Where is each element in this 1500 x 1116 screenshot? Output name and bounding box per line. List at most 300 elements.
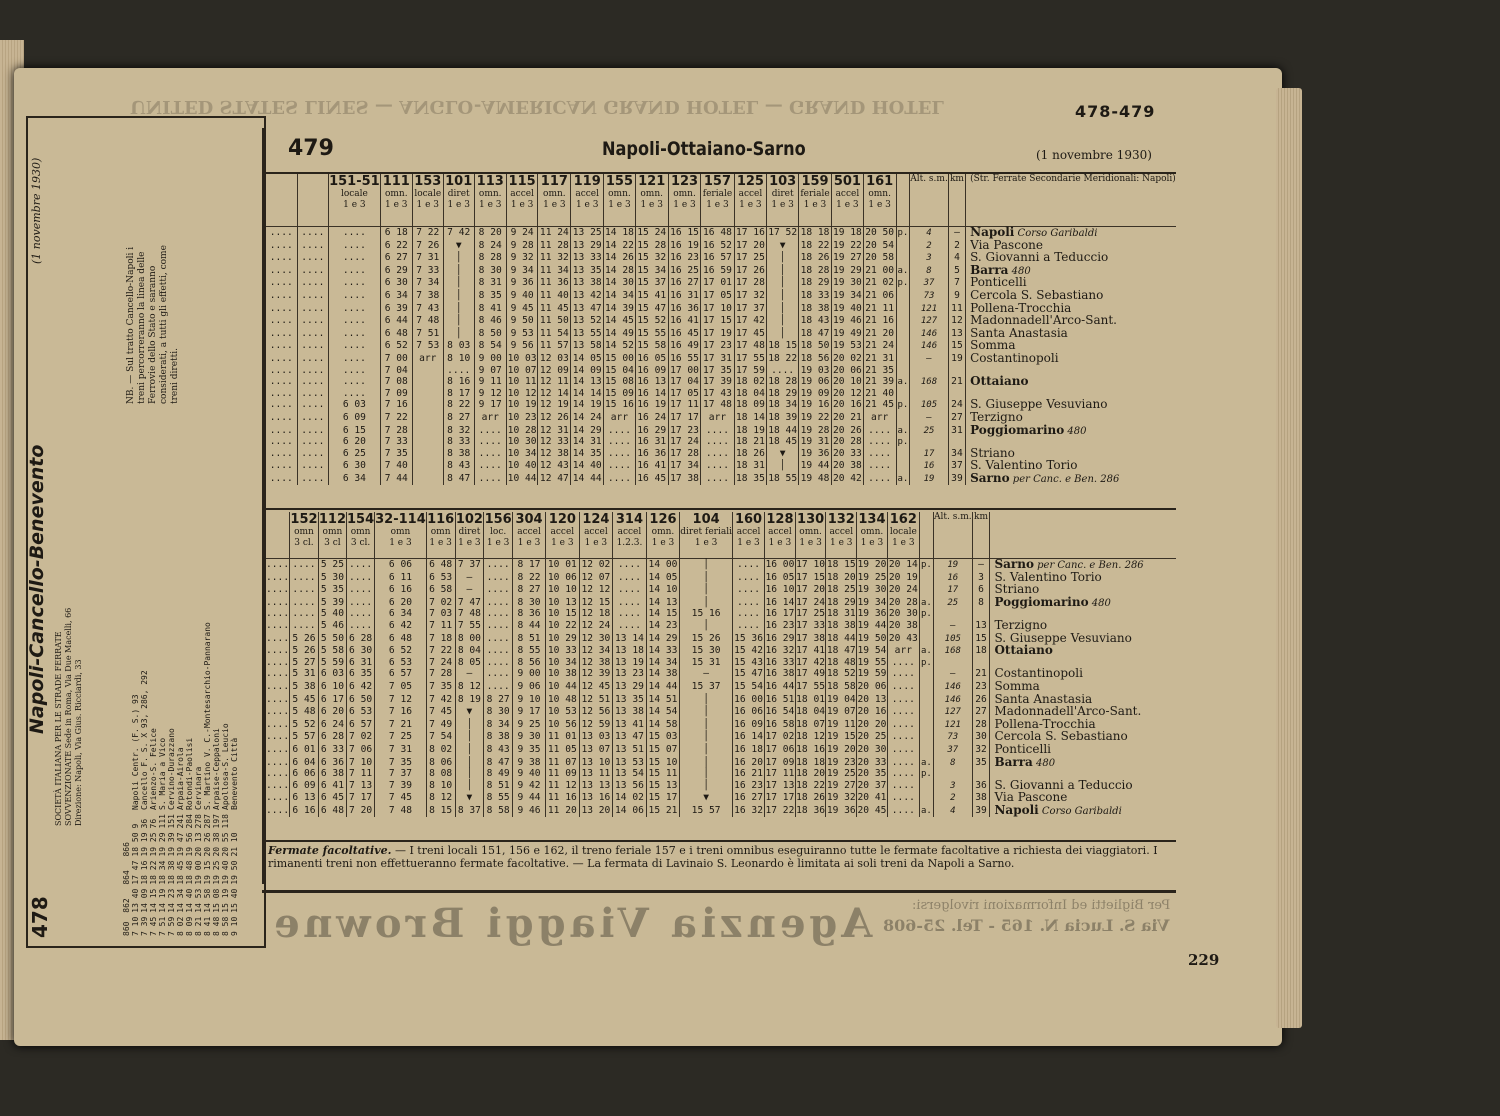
train-number: 162 (889, 512, 917, 527)
time-cell: 6 52 (375, 645, 427, 658)
time-cell (412, 425, 443, 438)
time-cell: 18 18 (796, 756, 826, 768)
altitude-cell: 146 (910, 328, 949, 341)
time-cell: 19 09 (799, 389, 832, 400)
time-cell: 6 16 (375, 584, 427, 597)
altitude-cell: 25 (910, 425, 949, 438)
time-cell: 19 53 (832, 340, 862, 352)
train-number: 151-51 (329, 174, 380, 189)
time-cell: 5 50 (318, 633, 346, 646)
train-number: 304 (515, 512, 543, 527)
time-cell: 17 19 (701, 328, 734, 341)
time-cell: 7 16 (375, 706, 427, 719)
train-header-cell (635, 174, 668, 227)
train-category: omn. (868, 189, 891, 199)
time-cell: 13 11 (579, 769, 613, 780)
distance-cell (948, 366, 965, 377)
time-cell: .... (266, 315, 297, 328)
side-time-cell: 8 09 (185, 916, 194, 936)
side-time-cell: 14 15 (149, 888, 158, 913)
time-cell: 19 49 (832, 327, 862, 339)
side-alt-cell: 241 (176, 814, 185, 829)
side-time-cell: 8 41 (203, 916, 212, 936)
time-cell: 18 26 (799, 252, 832, 265)
time-cell: .... (484, 658, 513, 669)
time-cell: 8 15 (426, 805, 455, 818)
station-cell (966, 470, 1176, 486)
time-cell: 17 05 (701, 290, 734, 303)
arr-dep-flag: a. (897, 473, 909, 484)
time-cell: 10 19 (507, 399, 537, 411)
time-cell: 18 38 (799, 303, 832, 316)
optional-stops-note (268, 844, 1172, 870)
time-cell: 8 35 (474, 290, 506, 303)
altitude-cell: — (910, 412, 949, 425)
time-cell: 5 27 (290, 658, 319, 669)
side-time-cell: 19 50 (230, 860, 239, 885)
time-cell: 5 30 (318, 572, 346, 585)
time-cell: arr (412, 353, 443, 366)
time-cell: 7 53 (412, 340, 443, 353)
table-row (266, 328, 1176, 341)
time-cell: 19 36 (857, 608, 887, 620)
time-cell: 15 31 (680, 658, 733, 669)
notes-text: — I treni locali 151, 156 e 162, il treno feriale 157 e i treni omnibus eseguiranno tutte le fermate facoltative a richiesta dei viaggiatori. I rimanenti treni non effettueranno fermate facoltative. — La fermata di Lavinaio S. Leonardo è limitata ai soli treni da Napoli a Sarno. (268, 844, 1158, 870)
train-number: 102 (455, 512, 483, 527)
time-cell: arr (863, 412, 896, 425)
time-cell: 17 01 (701, 277, 734, 290)
train-number: 104 (692, 512, 720, 527)
time-cell: 6 57 (347, 719, 375, 732)
time-cell: 19 34 (832, 289, 862, 301)
time-cell: 16 32 (734, 804, 763, 816)
time-cell: 16 29 (637, 424, 667, 436)
time-cell: 13 56 (613, 780, 647, 793)
time-cell: 7 16 (380, 399, 412, 412)
time-cell: — (680, 668, 733, 681)
time-cell: .... (887, 769, 919, 780)
time-cell: 14 28 (605, 264, 634, 276)
train-header-cell (579, 512, 613, 559)
train-class: 1 e 3 (486, 537, 510, 548)
side-train-number: 860 (122, 921, 131, 936)
train-class: 1 e 3 (416, 199, 440, 210)
time-cell: .... (329, 227, 381, 240)
distance-cell: 28 (972, 719, 990, 732)
time-cell: 13 55 (572, 327, 602, 339)
time-cell: 8 28 (474, 252, 506, 265)
time-cell: 18 22 (768, 352, 798, 364)
time-cell: .... (887, 792, 919, 805)
time-cell: 19 46 (832, 315, 862, 327)
side-time-cell: 18 22 (149, 860, 158, 885)
time-cell: 20 12 (832, 387, 862, 399)
time-cell: 15 04 (605, 364, 634, 376)
time-cell: 18 38 (826, 619, 856, 631)
side-time-cell: 19 40 (221, 860, 230, 885)
time-cell: 16 41 (670, 315, 699, 327)
train-number: 124 (582, 512, 610, 527)
time-cell: 7 48 (455, 609, 484, 620)
station-name: Ponticelli (994, 741, 1051, 756)
time-cell: 16 00 (734, 693, 763, 705)
time-cell: 17 28 (670, 447, 699, 459)
distance-cell: 12 (948, 315, 965, 328)
time-cell: 17 24 (796, 596, 826, 608)
station-name: S. Giovanni a Teduccio (994, 777, 1133, 792)
time-cell: .... (887, 805, 919, 818)
time-cell: 6 28 (318, 731, 346, 744)
train-header-cell (765, 512, 796, 559)
time-cell: 5 26 (290, 645, 319, 658)
time-cell: .... (484, 668, 513, 681)
time-cell: │ (767, 277, 799, 290)
train-header-cell (538, 174, 571, 227)
distance-cell: — (948, 227, 965, 240)
time-cell: .... (266, 668, 290, 680)
time-cell: 8 47 (443, 473, 474, 486)
time-cell: .... (266, 584, 290, 596)
table-row (266, 473, 1176, 486)
time-cell: 17 59 (735, 364, 765, 376)
train-header-cell (443, 174, 474, 227)
time-cell: 15 47 (637, 302, 667, 314)
time-cell: 10 28 (507, 424, 537, 436)
distance-cell: 31 (948, 425, 965, 438)
flag-header (919, 512, 933, 559)
station-name: Somma (970, 338, 1016, 353)
time-cell: 9 45 (506, 303, 538, 316)
time-cell: 13 35 (613, 694, 647, 707)
time-cell: .... (484, 645, 513, 658)
time-cell: .... (266, 303, 297, 316)
time-cell: .... (474, 425, 506, 438)
time-cell: 7 26 (412, 240, 443, 253)
side-row (131, 620, 140, 938)
time-cell: 7 42 (426, 694, 455, 707)
time-cell: 12 14 (539, 387, 569, 399)
time-cell: 8 55 (513, 645, 546, 658)
time-cell: 17 31 (701, 353, 734, 366)
time-cell: 18 52 (826, 668, 856, 680)
train-number: 152 (290, 512, 318, 527)
time-cell: 7 11 (426, 620, 455, 633)
time-cell: 16 58 (765, 718, 795, 730)
time-cell: .... (484, 681, 513, 694)
altitude-cell: 73 (934, 731, 973, 744)
time-cell: 20 54 (865, 239, 895, 251)
time-cell: 7 20 (347, 805, 375, 818)
side-station-header (122, 620, 131, 812)
time-cell: 5 40 (318, 609, 346, 620)
time-cell: 13 19 (613, 658, 647, 669)
time-cell: 18 19 (735, 424, 765, 436)
time-cell: 11 09 (546, 769, 580, 780)
time-cell: 18 07 (796, 718, 826, 730)
time-cell: 13 14 (613, 633, 647, 646)
side-time-cell: 21 10 (230, 832, 239, 857)
time-cell: 17 02 (765, 731, 795, 743)
time-cell: 16 49 (670, 340, 699, 352)
distance-cell: 34 (948, 448, 965, 461)
time-cell: 6 06 (290, 769, 319, 780)
side-table-title: Napoli-Cancello-Benevento (26, 444, 48, 734)
station-name: Napoli (994, 802, 1039, 817)
time-cell: .... (732, 620, 764, 633)
side-time-cell: 14 19 (158, 888, 167, 913)
time-cell: 8 30 (474, 265, 506, 278)
time-cell: 8 33 (443, 437, 474, 448)
time-cell: .... (266, 473, 297, 486)
side-header-row (122, 620, 131, 938)
arr-dep-flag (919, 706, 933, 719)
time-cell: 14 31 (572, 436, 602, 448)
train-header-cell (329, 174, 381, 227)
time-cell: 12 47 (539, 472, 569, 484)
time-cell: │ (680, 731, 733, 744)
time-cell: 5 35 (318, 584, 346, 597)
side-time-cell: 7 59 (167, 916, 176, 936)
time-cell: 20 06 (857, 680, 887, 692)
time-cell: .... (297, 425, 329, 438)
time-cell: 11 16 (546, 792, 580, 805)
time-cell: .... (266, 768, 290, 780)
side-time-cell: 14 40 (185, 888, 194, 913)
time-cell: 10 53 (546, 706, 580, 719)
time-cell: 5 52 (290, 719, 319, 732)
table-row (266, 376, 1176, 389)
time-cell: 9 42 (513, 780, 546, 793)
time-cell: │ (443, 328, 474, 341)
distance-cell: 35 (972, 757, 990, 770)
time-cell: 9 44 (513, 792, 546, 805)
train-class: 1 e 3 (575, 199, 599, 210)
time-cell: 6 58 (426, 584, 455, 597)
time-cell: 18 29 (768, 387, 798, 399)
time-cell: 17 24 (670, 436, 699, 448)
time-cell: 8 22 (513, 572, 546, 585)
time-cell: 18 12 (796, 731, 826, 743)
time-cell: 6 29 (380, 265, 412, 278)
arr-dep-flag (896, 389, 910, 400)
altitude-cell: 4 (934, 805, 973, 818)
side-schedule-table (122, 620, 239, 938)
time-cell: │ (443, 265, 474, 278)
time-cell: 7 35 (380, 448, 412, 461)
train-number: 121 (638, 174, 666, 189)
ad-headline: Agenzia Viaggi Browne (270, 900, 873, 947)
distance-cell: 26 (972, 694, 990, 707)
train-category: diret (458, 527, 481, 537)
arr-dep-flag (896, 448, 910, 461)
time-cell: .... (297, 227, 329, 240)
train-number: 101 (445, 174, 473, 189)
time-cell: 16 17 (765, 608, 795, 620)
train-number: 123 (670, 174, 699, 189)
station-suffix: 480 (1064, 425, 1087, 437)
time-cell: │ (767, 328, 799, 341)
train-category: omn. (543, 189, 566, 199)
station-name: Madonnadell'Arco-Sant. (994, 704, 1142, 719)
time-cell: 19 27 (826, 779, 856, 791)
time-cell: │ (680, 706, 733, 719)
train-class: 1 e 3 (739, 199, 762, 210)
time-cell: 19 03 (799, 366, 832, 377)
time-cell: .... (484, 620, 513, 633)
time-cell: 14 35 (572, 447, 602, 459)
distance-cell: 39 (948, 473, 965, 486)
time-cell: 6 04 (290, 757, 319, 770)
time-cell: 17 55 (796, 680, 826, 692)
time-cell: 20 02 (832, 352, 862, 364)
altitude-cell: 2 (910, 240, 949, 253)
time-cell: 9 11 (474, 376, 506, 389)
train-class: 1 e 3 (673, 199, 696, 210)
time-cell: 19 16 (799, 399, 832, 412)
arr-dep-flag: a. (897, 425, 909, 436)
train-class: 1 e 3 (799, 537, 822, 548)
time-cell: 8 22 (443, 399, 474, 412)
time-cell: .... (347, 609, 375, 620)
time-cell: 19 48 (799, 473, 832, 486)
time-cell: 7 55 (455, 620, 484, 633)
time-cell: 17 38 (796, 632, 826, 644)
train-header-cell (680, 512, 733, 559)
train-number: 161 (866, 174, 894, 189)
side-time-cell: 15 19 (221, 888, 230, 913)
time-cell: 12 38 (579, 658, 613, 669)
time-cell: .... (266, 718, 290, 730)
train-number: 132 (827, 512, 855, 527)
station-suffix: 480 (1008, 265, 1031, 277)
time-cell: 11 01 (546, 731, 580, 744)
time-cell: 19 11 (826, 718, 856, 730)
time-cell: 14 29 (572, 424, 602, 436)
time-cell (412, 376, 443, 389)
altitude-cell: 73 (910, 290, 949, 303)
time-cell: 6 53 (426, 572, 455, 585)
time-cell: 8 27 (484, 694, 513, 707)
time-cell: 15 17 (646, 792, 680, 805)
time-cell: 17 37 (735, 302, 765, 314)
time-cell: 9 07 (474, 366, 506, 377)
station-header-cell (990, 512, 1176, 559)
train-header-cell (826, 512, 857, 559)
time-cell: .... (329, 328, 381, 341)
time-cell: 16 13 (637, 376, 667, 388)
time-cell: 15 24 (637, 227, 667, 238)
time-cell: │ (680, 694, 733, 707)
train-number: 501 (833, 174, 861, 189)
time-cell: 5 46 (318, 620, 346, 633)
train-header-cell (795, 512, 826, 559)
time-cell: 10 13 (546, 597, 580, 610)
distance-cell: 15 (972, 633, 990, 646)
time-cell: 5 26 (290, 633, 319, 646)
time-cell: .... (329, 389, 381, 400)
train-header-cell (426, 512, 455, 559)
time-cell: 19 23 (826, 756, 856, 768)
train-number: 157 (703, 174, 732, 189)
time-cell: │ (443, 252, 474, 265)
side-time-cell: 18 38 (167, 860, 176, 885)
time-cell: 18 26 (796, 792, 826, 804)
time-cell: 7 28 (426, 668, 455, 681)
time-cell (412, 448, 443, 461)
train-category: feriale (702, 189, 733, 199)
side-alt-cell: 151 (167, 814, 176, 829)
time-cell: 7 05 (375, 681, 427, 694)
station-cell (990, 645, 1176, 658)
station-name: Cercola S. Sebastiano (970, 287, 1104, 302)
arr-dep-flag (919, 731, 933, 744)
train-header-cell (297, 174, 329, 227)
time-cell: .... (604, 460, 636, 473)
time-cell: 15 47 (734, 668, 763, 680)
time-cell: 18 50 (799, 340, 832, 353)
train-header-cell (857, 512, 888, 559)
side-time-cell: 15 08 (212, 888, 221, 913)
train-number: 156 (484, 512, 512, 527)
time-cell: 16 33 (765, 656, 795, 668)
time-cell: 10 40 (507, 460, 537, 472)
time-cell (412, 399, 443, 412)
mirrored-advertisement (270, 892, 1170, 952)
train-category: accel (517, 527, 541, 537)
time-cell: 19 30 (832, 277, 862, 289)
time-cell: 7 03 (426, 609, 455, 620)
train-class: 1 e 3 (385, 199, 408, 210)
side-time-cell: 14 34 (176, 888, 185, 913)
train-number: 112 (318, 512, 346, 527)
arr-dep-flag (919, 633, 933, 646)
time-cell: .... (474, 437, 506, 448)
train-category: locale (340, 189, 368, 199)
train-category: omn (350, 527, 371, 537)
time-cell: 6 03 (329, 399, 381, 412)
time-cell: 14 33 (646, 645, 680, 658)
time-cell: 12 26 (539, 411, 569, 423)
time-cell: 8 43 (484, 744, 513, 757)
time-cell: 21 20 (865, 327, 895, 339)
time-cell: 8 03 (443, 340, 474, 353)
station-cell (966, 422, 1176, 438)
time-cell: 7 22 (426, 645, 455, 658)
time-cell: 15 11 (646, 769, 680, 780)
time-cell: 8 10 (426, 780, 455, 793)
time-cell: 18 33 (799, 290, 832, 303)
train-class: 1.2.3. (616, 537, 643, 548)
time-cell: 14 22 (605, 239, 634, 251)
train-class: 1 e 3 (608, 199, 631, 210)
side-row (167, 620, 176, 938)
side-time-cell: 13 40 (131, 888, 140, 913)
time-cell: 6 48 (380, 328, 412, 341)
time-cell: 19 31 (799, 437, 832, 448)
time-cell: 17 05 (670, 387, 699, 399)
time-cell: 5 58 (318, 645, 346, 658)
arr-dep-flag (919, 780, 933, 793)
side-alt-cell: 111 (158, 814, 167, 829)
altitude-cell: — (934, 668, 973, 681)
time-cell: 16 32 (765, 645, 795, 657)
time-cell: 8 55 (484, 792, 513, 805)
time-cell: 16 45 (637, 472, 667, 484)
time-cell: 6 30 (329, 460, 381, 473)
time-cell: 7 43 (412, 303, 443, 316)
time-cell: 13 51 (613, 744, 647, 757)
altitude-cell: 17 (934, 584, 973, 597)
